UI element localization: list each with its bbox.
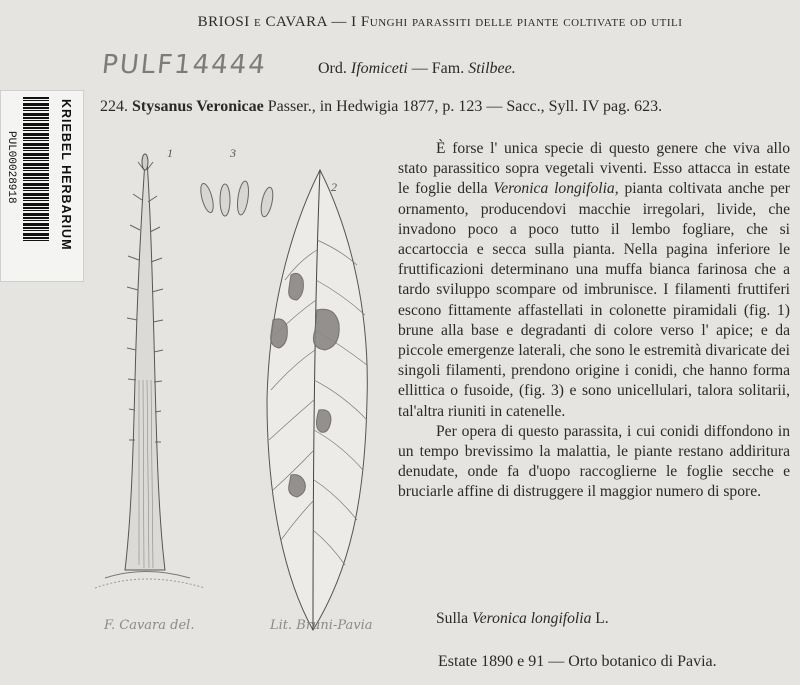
series-title: I Funghi parassiti delle piante coltivate od utili: [351, 14, 683, 30]
series-header: [90, 14, 790, 31]
fig1-number: 1: [167, 146, 173, 160]
species-description: [398, 139, 790, 503]
host-suffix: L.: [595, 610, 609, 627]
order-label: Ord.: [318, 60, 347, 77]
description-text-a: È forse l' unica specie di questo genere che viva allo stato parassitico sopra vegetali viventi. Esso attacca in estate le foglie della: [398, 140, 790, 198]
description-host-name: Veronica longifolia: [493, 180, 615, 198]
fig2-leaf-drawing: [267, 170, 367, 630]
host-prefix: Sulla: [436, 610, 469, 627]
species-name: Stysanus Veronicae: [132, 98, 264, 115]
family-name: Stilbee.: [468, 60, 516, 77]
illustration-plate: [95, 140, 395, 645]
species-number: 224.: [100, 98, 128, 115]
description-text-b: , pianta coltivata anche per ornamento, producendovi macchie irregolari, livide, che invadono poco a poco tutto il lembo fogliare, che si accartoccia e secca sulla pianta. Nella pagina inferiore le fruttificazioni determinano una muffa bianca farinosa che a tardo sviluppo scompare od imbrunisce. I filamenti fruttiferi escono fittamente affastellati in colonette piramidali (fig. 1) brune alla base e degradanti di colore verso l' apice; e da piccole emergenze laterali, che sono le estremità divaricate dei singoli filamenti, prendono origine i conidi, che hanno forma ellittica o fusoide, (fig. 3) e sono unicellulari, talora solitarii, tal'altra riuniti in catenelle.: [398, 180, 790, 420]
herbarium-name: KRIEBEL HERBARIUM: [59, 99, 73, 251]
illustrator-credit: F. Cavara del.: [104, 618, 195, 633]
barcode-number: PUL00028918: [5, 131, 17, 204]
plate-drawing: [95, 140, 395, 645]
author-cavara: CAVARA: [265, 14, 328, 30]
family-line: [318, 60, 516, 78]
collection-date-locality: Estate 1890 e 91 — Orto botanico di Pavia.: [438, 653, 717, 670]
fig3-number: 3: [230, 146, 236, 160]
family-label: — Fam.: [411, 60, 465, 77]
host-line: [436, 610, 609, 628]
species-line: [100, 98, 790, 116]
fig3-conidia-drawing: [198, 180, 275, 217]
author-briosi: BRIOSI: [197, 14, 250, 30]
host-name: Veronica longifolia: [471, 610, 592, 627]
description-paragraph-2: Per opera di questo parassita, i cui conidi diffondono in un tempo brevissimo la malattia, le piante restano addiritura denudate, onde fa d'uopo raccoglierne le foglie secche e bruciarle affine di distruggere il maggior numero di spore.: [398, 422, 790, 501]
order-name: Ifomiceti: [350, 60, 408, 77]
handwritten-accession-number: PULF14444: [100, 50, 269, 80]
conjunction: e: [254, 14, 262, 30]
fig2-number: 2: [331, 180, 337, 194]
lithographer-credit: Lit. Bruni-Pavia: [270, 618, 373, 633]
fig1-coremium-drawing: [95, 154, 205, 588]
herbarium-barcode-label: [0, 90, 84, 282]
header-dash: —: [331, 14, 347, 30]
barcode: [23, 97, 49, 242]
description-paragraph-1: [398, 139, 790, 422]
species-citation: Passer., in Hedwigia 1877, p. 123 — Sacc., Syll. IV pag. 623.: [267, 98, 663, 115]
